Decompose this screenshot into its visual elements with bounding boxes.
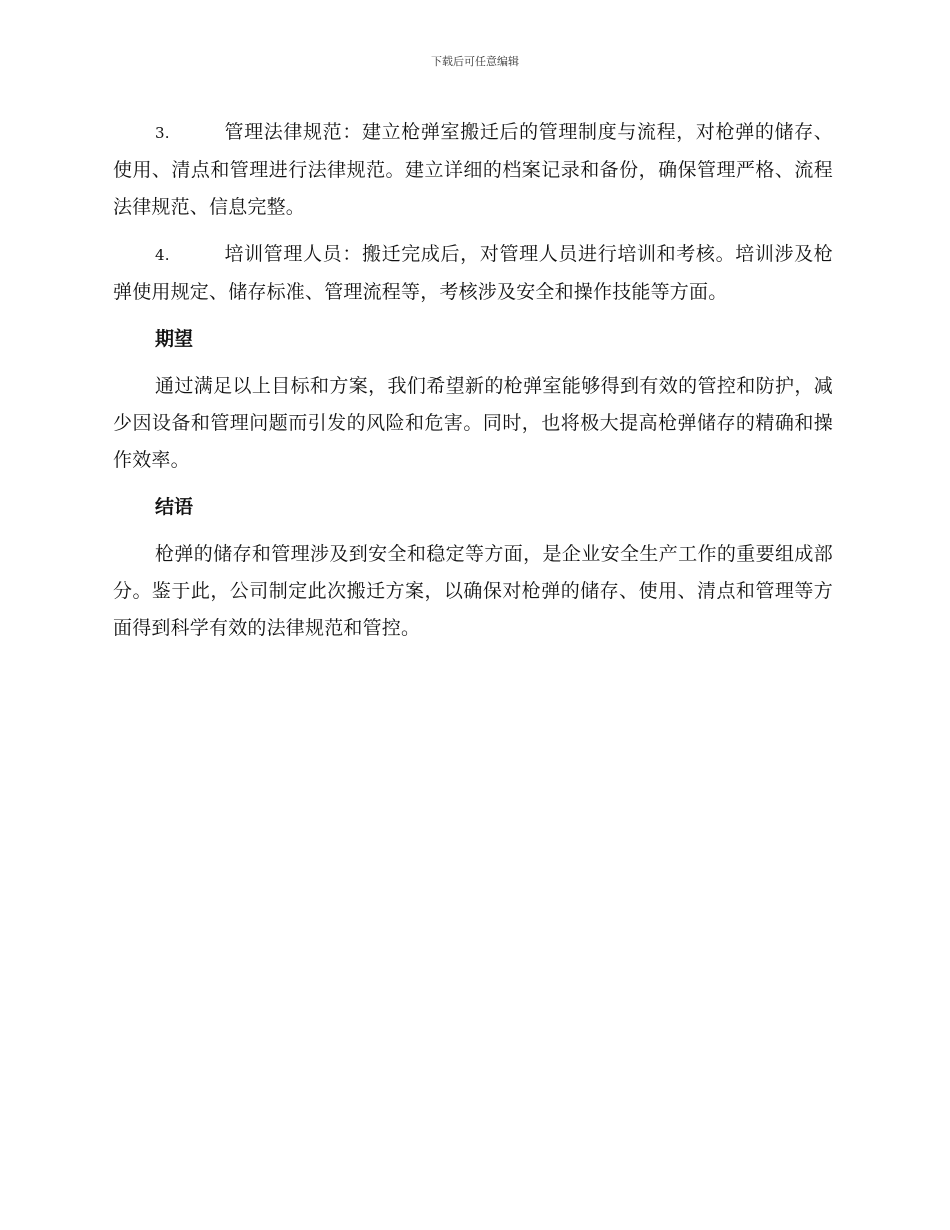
section-heading-conclusion: 结语 xyxy=(155,496,194,518)
document-body xyxy=(113,114,833,657)
list-number: 4. xyxy=(155,246,170,264)
section-body-expectation: 通过满足以上目标和方案，我们希望新的枪弹室能够得到有效的管控和防护，减少因设备和管理问题而引发的风险和危害。同时，也将极大提高枪弹储存的精确和操作效率。 xyxy=(113,375,833,471)
section-body-conclusion: 枪弹的储存和管理涉及到安全和稳定等方面，是企业安全生产工作的重要组成部分。鉴于此，公司制定此次搬迁方案，以确保对枪弹的储存、使用、清点和管理等方面得到科学有效的法律规范和管控。 xyxy=(113,543,833,639)
section-heading-expectation: 期望 xyxy=(155,328,194,350)
page-header: 下载后可任意编辑 xyxy=(431,55,519,68)
list-item-4 xyxy=(113,236,833,311)
list-item-3 xyxy=(113,114,833,226)
list-number: 3. xyxy=(155,124,170,142)
list-item-text: 管理法律规范：建立枪弹室搬迁后的管理制度与流程，对枪弹的储存、使用、清点和管理进行法律规范。建立详细的档案记录和备份，确保管理严格、流程法律规范、信息完整。 xyxy=(113,121,833,218)
list-item-text: 培训管理人员：搬迁完成后，对管理人员进行培训和考核。培训涉及枪弹使用规定、储存标准、管理流程等，考核涉及安全和操作技能等方面。 xyxy=(113,243,833,303)
